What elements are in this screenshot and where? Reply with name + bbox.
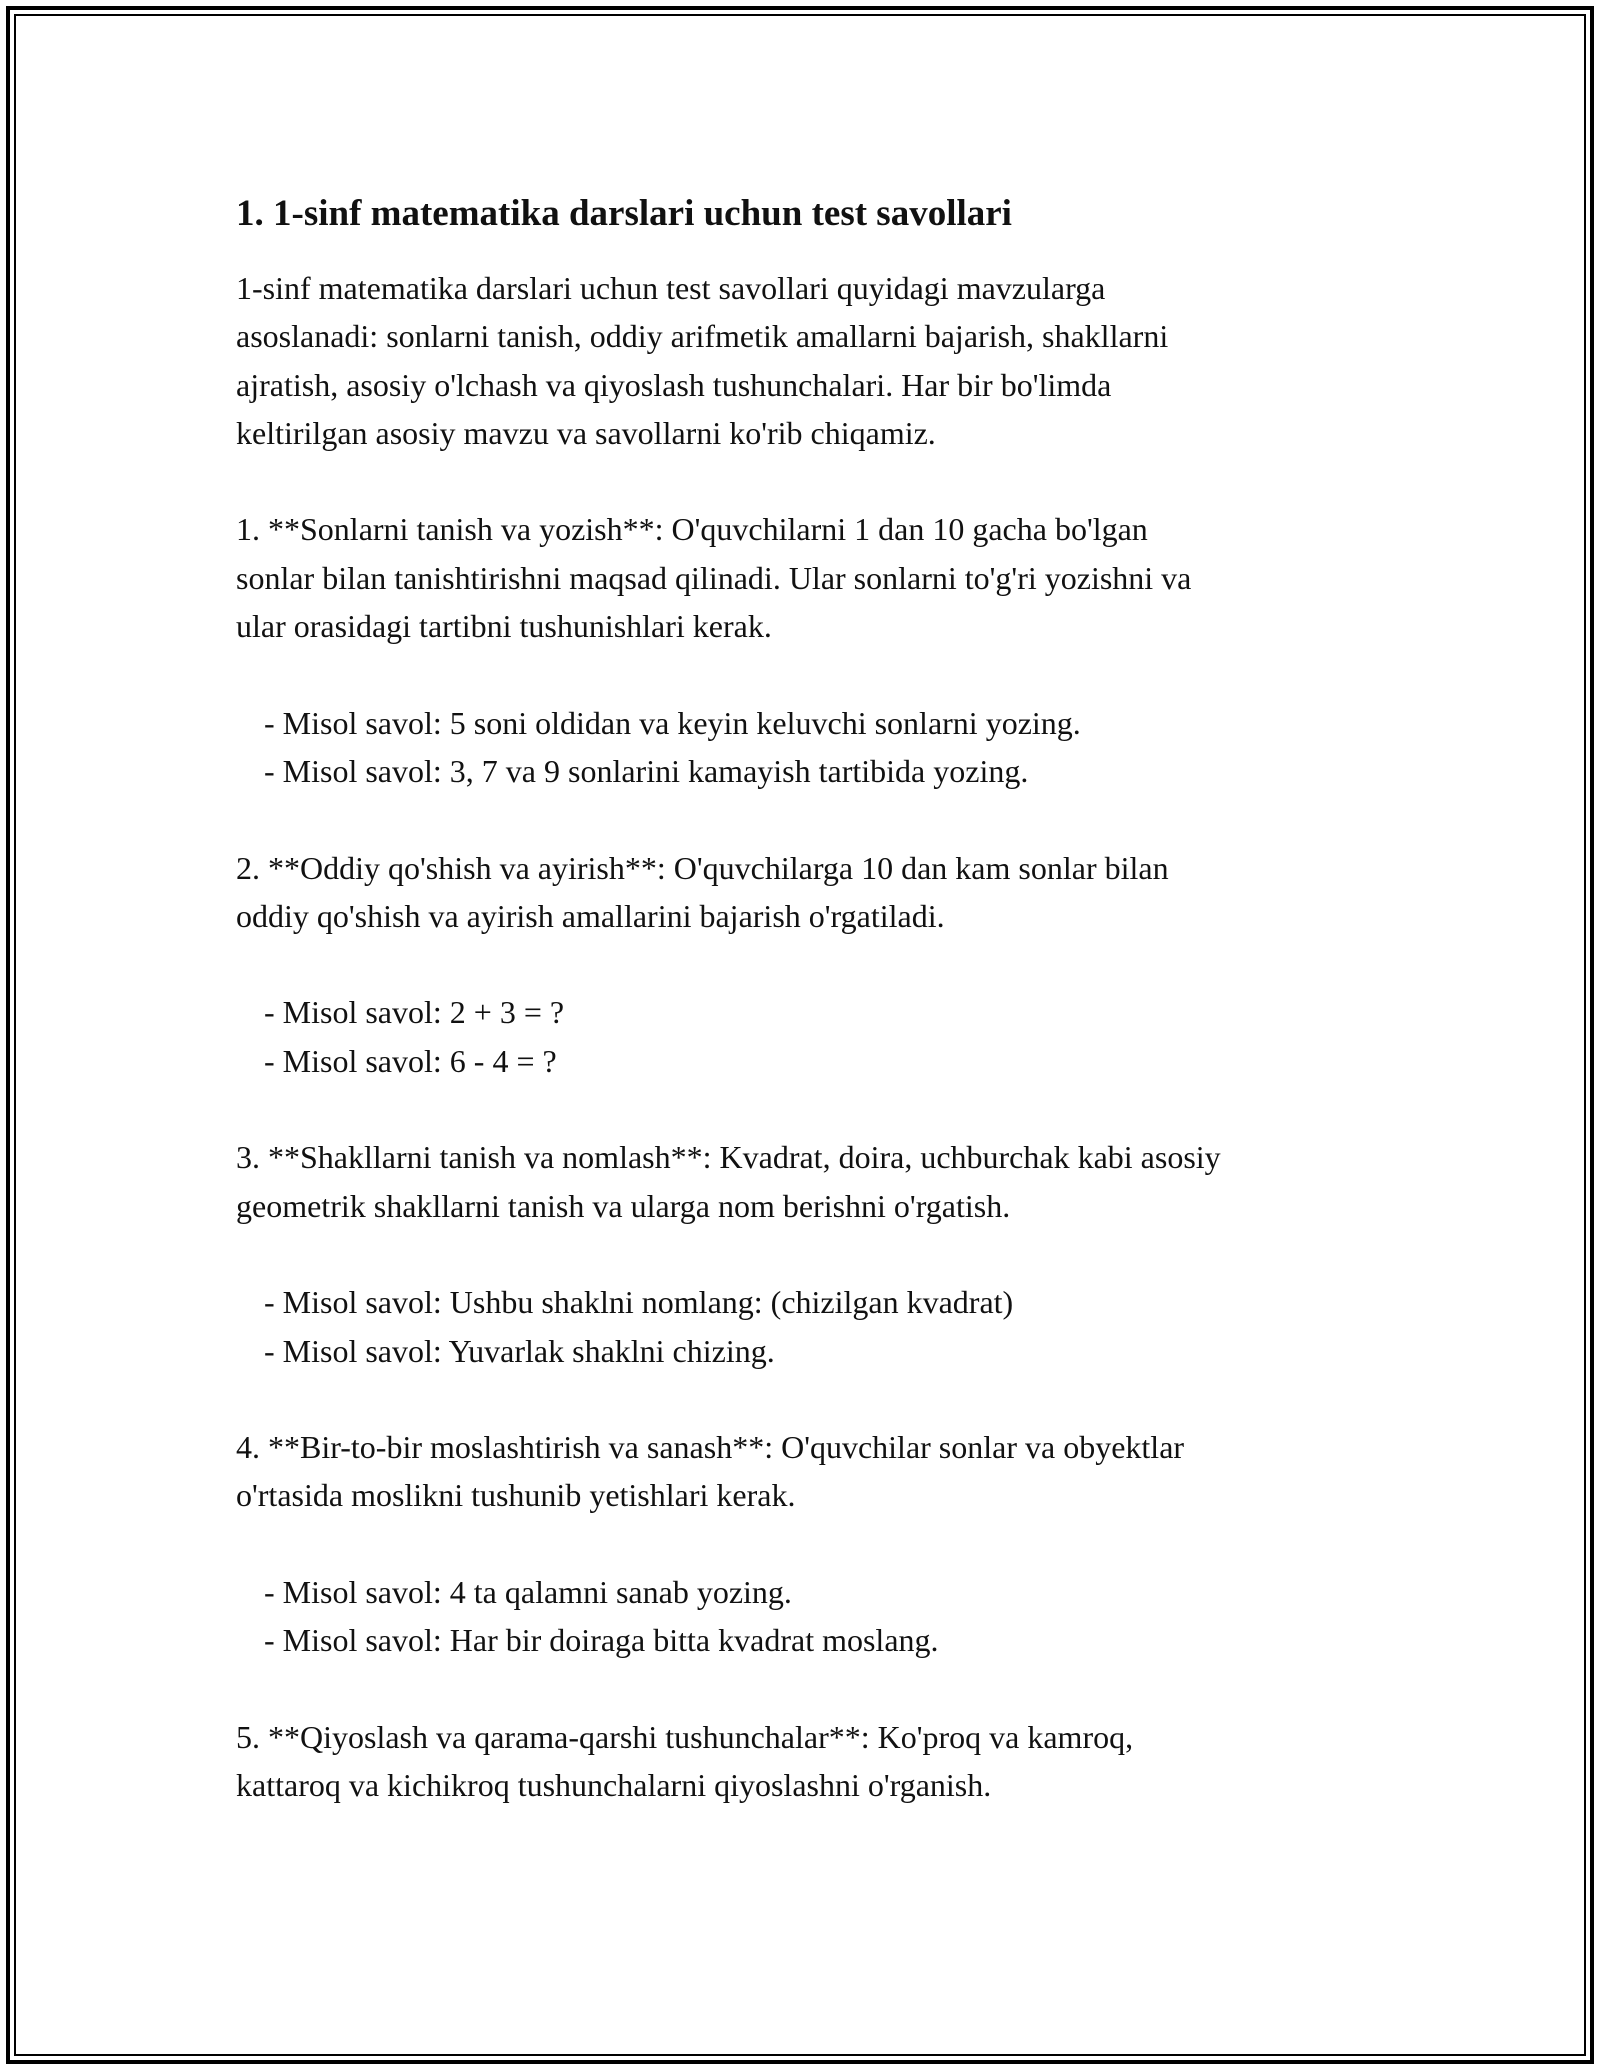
paragraph-spacer — [236, 1230, 1386, 1278]
section-2-example-1: - Misol savol: 2 + 3 = ? — [264, 994, 565, 1031]
section-4-text: 4. **Bir-to-bir moslashtirish va sanash**: O'quvchilar sonlar va obyektlar o'rtasida moslikni tushunib yetishlari kerak. — [236, 1429, 1185, 1514]
paragraph-spacer — [236, 1375, 1386, 1423]
paragraph-spacer — [236, 1520, 1386, 1568]
section-5-text: 5. **Qiyoslash va qarama-qarshi tushunchalar**: Ko'proq va kamroq, kattaroq va kichikroq tushunchalarni qiyoslashni o'rganish. — [236, 1718, 1134, 1804]
paragraph-spacer — [236, 1085, 1386, 1133]
paragraph-spacer — [236, 457, 1386, 505]
section-3-example-2: - Misol savol: Yuvarlak shaklni chizing. — [264, 1332, 775, 1369]
paragraph-spacer — [236, 795, 1386, 843]
section-2-text: 2. **Oddiy qo'shish va ayirish**: O'quvchilarga 10 dan kam sonlar bilan oddiy qo'shish va ayirish amallarini bajarish o'rgatiladi. — [236, 849, 1169, 934]
section-4-example-2: - Misol savol: Har bir doiraga bitta kvadrat moslang. — [264, 1622, 939, 1659]
section-2-example-2: - Misol savol: 6 - 4 = ? — [264, 1042, 557, 1079]
intro-paragraph: 1-sinf matematika darslari uchun test savollari quyidagi mavzularga asoslanadi: sonlarni tanish, oddiy arifmetik amallarni bajarish, shakllarni ajratish, asosiy o'lchash va qiyoslash tushunchalari. Har bir bo'limda keltirilgan asosiy mavzu va savollarni ko'rib chiqamiz. — [236, 270, 1169, 451]
paragraph-spacer — [236, 1665, 1386, 1713]
section-1-example-1: - Misol savol: 5 soni oldidan va keyin keluvchi sonlarni yozing. — [264, 704, 1081, 741]
section-3-example-1: - Misol savol: Ushbu shaklni nomlang: (chizilgan kvadrat) — [264, 1284, 1014, 1321]
document-body — [236, 188, 1386, 1810]
section-1-example-2: - Misol savol: 3, 7 va 9 sonlarini kamayish tartibida yozing. — [264, 752, 1029, 789]
paragraph-spacer — [236, 940, 1386, 988]
document-heading: 1. 1-sinf matematika darslari uchun test savollari — [236, 193, 1012, 234]
paragraph-spacer — [236, 650, 1386, 698]
section-3-text: 3. **Shakllarni tanish va nomlash**: Kvadrat, doira, uchburchak kabi asosiy geometrik shakllarni tanish va ularga nom berishni o'rgatish. — [236, 1139, 1221, 1224]
section-4-example-1: - Misol savol: 4 ta qalamni sanab yozing. — [264, 1574, 792, 1611]
section-1-text: 1. **Sonlarni tanish va yozish**: O'quvchilarni 1 dan 10 gacha bo'lgan sonlar bilan tanishtirishni maqsad qilinadi. Ular sonlarni to'g'ri yozishni va ular orasidagi tartibni tushunishlari kerak. — [236, 511, 1192, 645]
